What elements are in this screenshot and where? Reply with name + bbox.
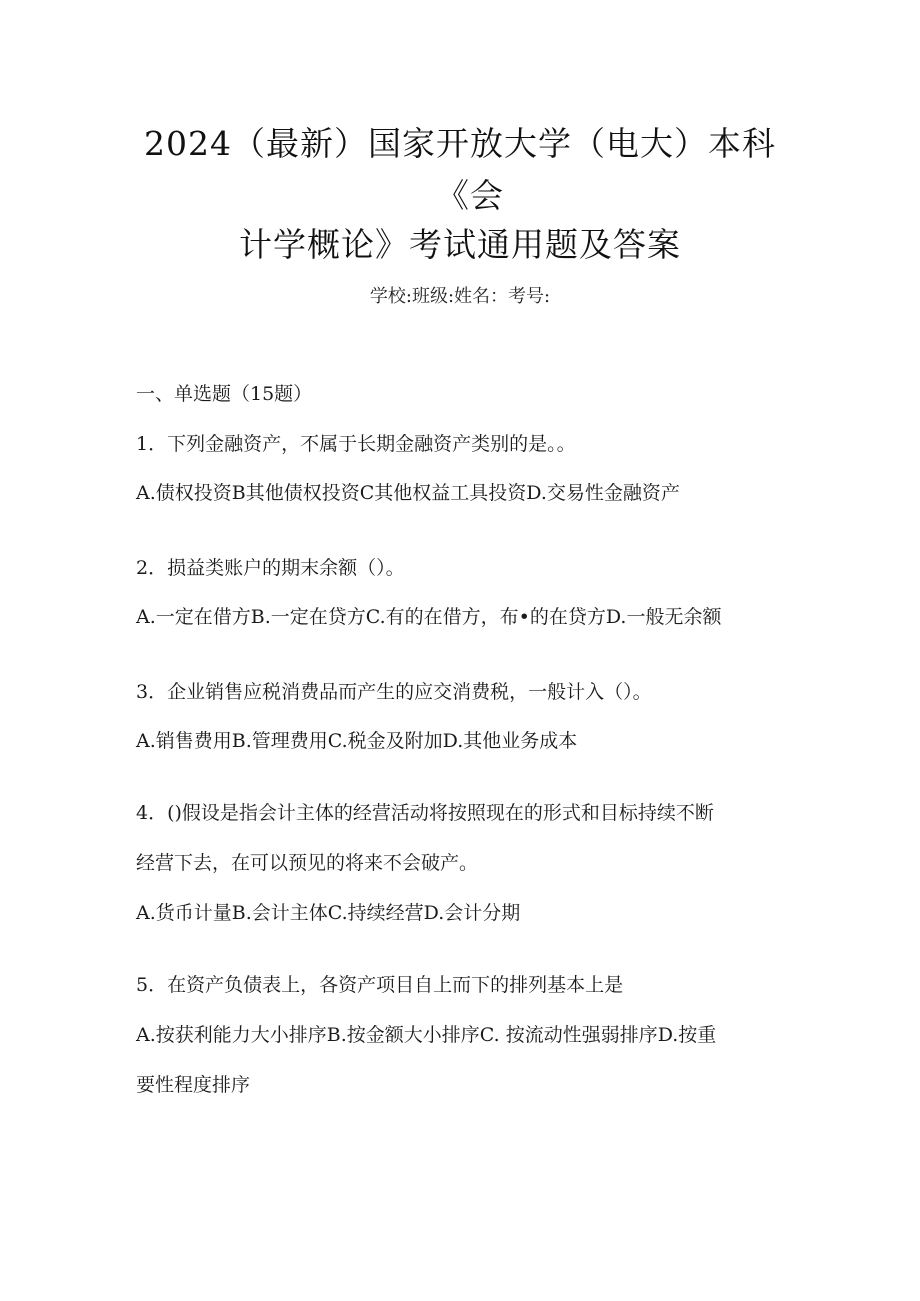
question-3-options: A.销售费用B.管理费用C.税金及附加D.其他业务成本 (136, 730, 578, 752)
question-1-stem: 1．下列金融资产，不属于长期金融资产类别的是。。 (136, 433, 576, 455)
question-4-stem-line-1: 4．()假设是指会计主体的经营活动将按照现在的形式和目标持续不断 (136, 802, 714, 824)
student-info-line: 学校:班级:姓名：考号: (369, 286, 551, 307)
section-heading: 一、单选题（15题） (136, 383, 313, 405)
question-2-stem: 2．损益类账户的期末余额（）。 (136, 557, 405, 579)
question-4-stem-line-2: 经营下去，在可以预见的将来不会破产。 (136, 852, 479, 874)
question-4-options: A.货币计量B.会计主体C.持续经营D.会计分期 (136, 902, 521, 924)
question-3-stem: 3．企业销售应税消费品而产生的应交消费税，一般计入（）。 (136, 681, 652, 703)
question-5-stem: 5．在资产负债表上，各资产项目自上而下的排列基本上是 (136, 974, 624, 996)
question-5-options-line-2: 要性程度排序 (136, 1074, 251, 1096)
document-title-line-1: 2024（最新）国家开放大学（电大）本科 (144, 124, 776, 163)
question-2-options: A.一定在借方B.一定在贷方C.有的在借方，布•的在贷方D.一般无余额 (136, 606, 722, 628)
question-5-options-line-1: A.按获利能力大小排序B.按金额大小排序C. 按流动性强弱排序D.按重 (136, 1024, 717, 1046)
document-title-line-3: 计学概论》考试通用题及答案 (239, 225, 681, 264)
question-1-options: A.债权投资B其他债权投资C其他权益工具投资D.交易性金融资产 (136, 482, 680, 504)
document-title-line-2: 《会 (436, 176, 504, 215)
